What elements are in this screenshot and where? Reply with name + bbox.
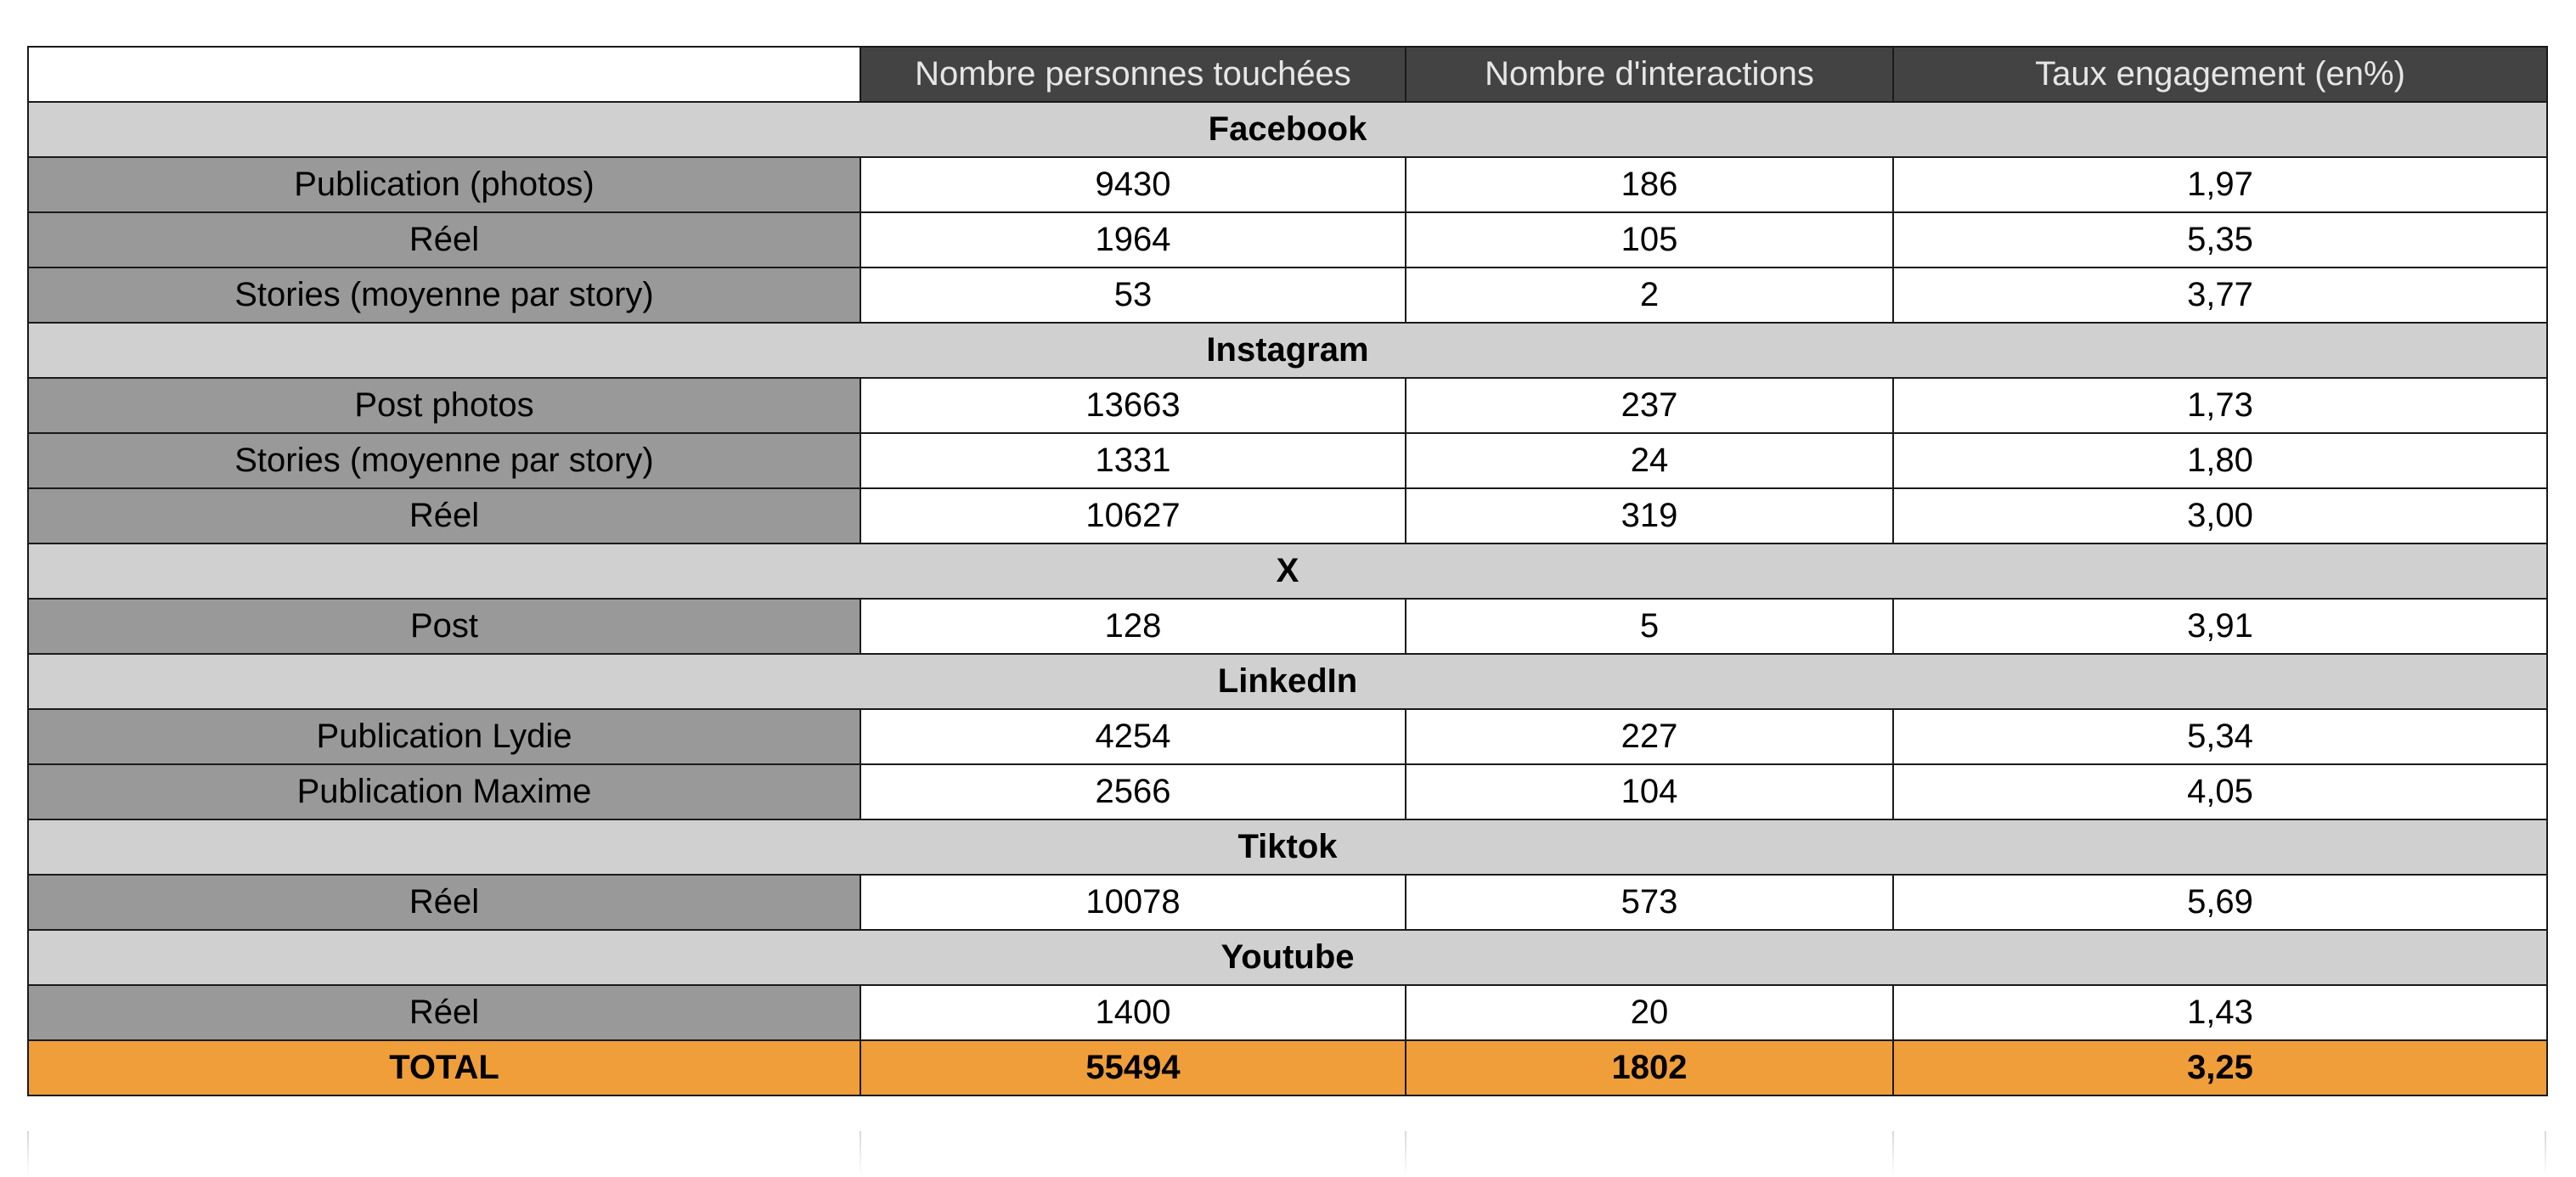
row-label-cell[interactable]: Publication Lydie [28, 709, 860, 764]
row-label-cell[interactable]: Publication (photos) [28, 157, 860, 212]
gridline [2545, 1131, 2546, 1177]
engagement-cell[interactable]: 1,43 [1893, 985, 2547, 1040]
table-row [28, 433, 2547, 488]
social-stats-table [27, 46, 2548, 1096]
table-row [28, 157, 2547, 212]
reach-cell[interactable]: 10078 [860, 875, 1406, 930]
interactions-cell[interactable]: 104 [1406, 764, 1893, 819]
section-title-cell[interactable]: Youtube [28, 930, 2547, 985]
row-label-cell[interactable]: Stories (moyenne par story) [28, 268, 860, 323]
section-title-cell[interactable]: Tiktok [28, 819, 2547, 875]
header-cell-interactions[interactable]: Nombre d'interactions [1406, 47, 1893, 102]
reach-cell[interactable]: 2566 [860, 764, 1406, 819]
row-label-cell[interactable]: Stories (moyenne par story) [28, 433, 860, 488]
interactions-cell[interactable]: 237 [1406, 378, 1893, 433]
row-label-cell[interactable]: Réel [28, 212, 860, 268]
reach-cell[interactable]: 53 [860, 268, 1406, 323]
section-row [28, 654, 2547, 709]
interactions-cell[interactable]: 573 [1406, 875, 1893, 930]
gridline [27, 1131, 29, 1177]
engagement-cell[interactable]: 3,91 [1893, 599, 2547, 654]
section-row [28, 930, 2547, 985]
section-title-cell[interactable]: Instagram [28, 323, 2547, 378]
engagement-cell[interactable]: 1,80 [1893, 433, 2547, 488]
section-title-cell[interactable]: X [28, 543, 2547, 599]
interactions-cell[interactable]: 319 [1406, 488, 1893, 543]
interactions-cell[interactable]: 5 [1406, 599, 1893, 654]
stats-sheet [27, 46, 2546, 1096]
section-row [28, 819, 2547, 875]
reach-cell[interactable]: 10627 [860, 488, 1406, 543]
table-row [28, 709, 2547, 764]
table-row [28, 212, 2547, 268]
total-row [28, 1040, 2547, 1095]
table-row [28, 985, 2547, 1040]
row-label-cell[interactable]: Réel [28, 488, 860, 543]
sheet-trailing-gridlines [27, 1131, 2546, 1177]
interactions-cell[interactable]: 227 [1406, 709, 1893, 764]
header-cell-blank[interactable] [28, 47, 860, 102]
section-title-cell[interactable]: LinkedIn [28, 654, 2547, 709]
interactions-cell[interactable]: 105 [1406, 212, 1893, 268]
table-row [28, 378, 2547, 433]
reach-cell[interactable]: 9430 [860, 157, 1406, 212]
engagement-cell[interactable]: 5,35 [1893, 212, 2547, 268]
table-row [28, 488, 2547, 543]
header-cell-engagement[interactable]: Taux engagement (en%) [1893, 47, 2547, 102]
table-body [28, 102, 2547, 1095]
interactions-cell[interactable]: 2 [1406, 268, 1893, 323]
engagement-cell[interactable]: 3,77 [1893, 268, 2547, 323]
row-label-cell[interactable]: Réel [28, 875, 860, 930]
section-title-cell[interactable]: Facebook [28, 102, 2547, 157]
reach-cell[interactable]: 1331 [860, 433, 1406, 488]
row-label-cell[interactable]: Réel [28, 985, 860, 1040]
total-label-cell[interactable]: TOTAL [28, 1040, 860, 1095]
engagement-cell[interactable]: 4,05 [1893, 764, 2547, 819]
reach-cell[interactable]: 1964 [860, 212, 1406, 268]
total-engagement-cell[interactable]: 3,25 [1893, 1040, 2547, 1095]
engagement-cell[interactable]: 3,00 [1893, 488, 2547, 543]
engagement-cell[interactable]: 1,73 [1893, 378, 2547, 433]
section-row [28, 543, 2547, 599]
section-row [28, 323, 2547, 378]
total-reach-cell[interactable]: 55494 [860, 1040, 1406, 1095]
reach-cell[interactable]: 128 [860, 599, 1406, 654]
gridline [860, 1131, 861, 1177]
engagement-cell[interactable]: 5,69 [1893, 875, 2547, 930]
row-label-cell[interactable]: Post [28, 599, 860, 654]
gridline [1892, 1131, 1894, 1177]
reach-cell[interactable]: 4254 [860, 709, 1406, 764]
total-interactions-cell[interactable]: 1802 [1406, 1040, 1893, 1095]
section-row [28, 102, 2547, 157]
engagement-cell[interactable]: 1,97 [1893, 157, 2547, 212]
interactions-cell[interactable]: 24 [1406, 433, 1893, 488]
reach-cell[interactable]: 1400 [860, 985, 1406, 1040]
table-row [28, 875, 2547, 930]
interactions-cell[interactable]: 20 [1406, 985, 1893, 1040]
row-label-cell[interactable]: Publication Maxime [28, 764, 860, 819]
header-row [28, 47, 2547, 102]
interactions-cell[interactable]: 186 [1406, 157, 1893, 212]
engagement-cell[interactable]: 5,34 [1893, 709, 2547, 764]
header-cell-reach[interactable]: Nombre personnes touchées [860, 47, 1406, 102]
row-label-cell[interactable]: Post photos [28, 378, 860, 433]
table-row [28, 764, 2547, 819]
gridline [1405, 1131, 1406, 1177]
table-row [28, 268, 2547, 323]
table-row [28, 599, 2547, 654]
reach-cell[interactable]: 13663 [860, 378, 1406, 433]
